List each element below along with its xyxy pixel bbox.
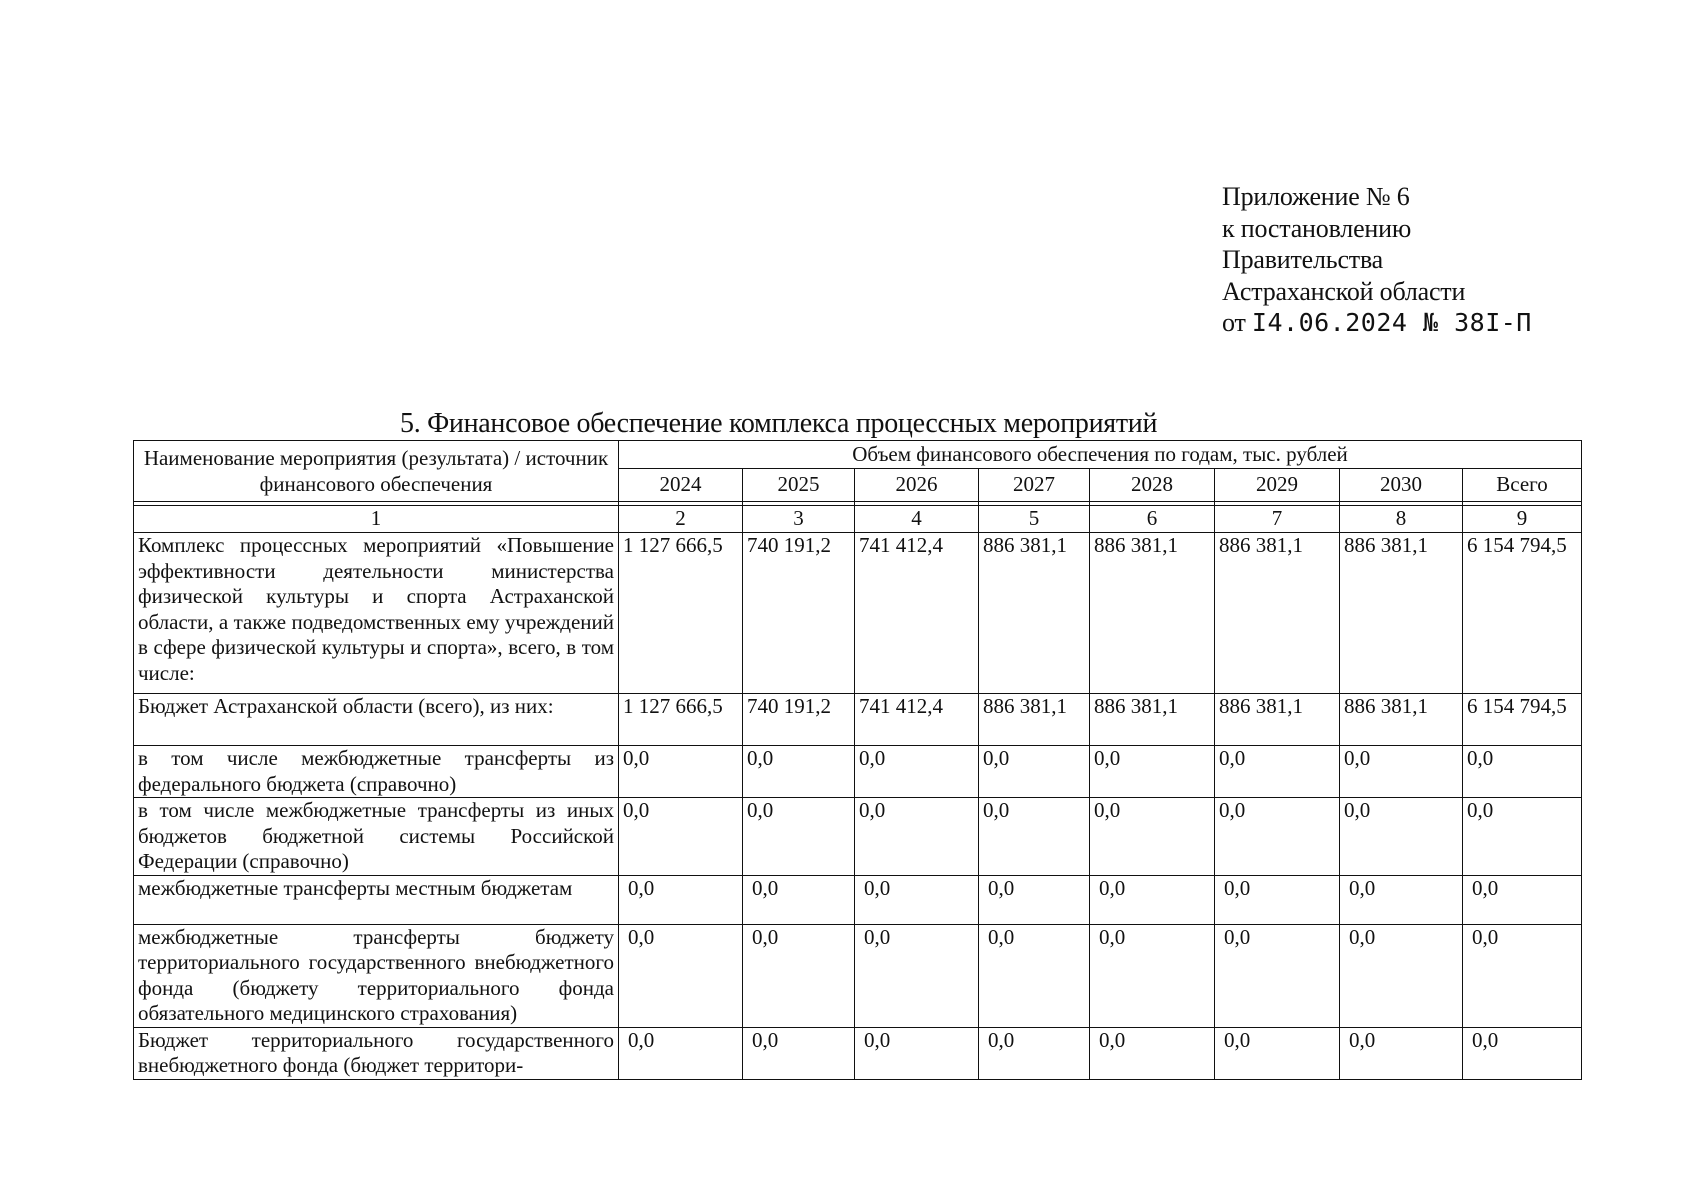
header-year: 2024	[619, 469, 743, 502]
value-cell: 1 127 666,5	[619, 533, 743, 694]
table-row	[134, 924, 1582, 1027]
value-cell: 0,0	[979, 924, 1090, 1027]
column-number: 5	[979, 506, 1090, 533]
value-cell: 0,0	[743, 924, 855, 1027]
value-cell: 1 127 666,5	[619, 694, 743, 746]
value-cell: 0,0	[1090, 1027, 1215, 1079]
row-name-cell: Бюджет территориального государственного внебюджетного фонда (бюджет территори-	[134, 1027, 619, 1079]
column-number: 8	[1340, 506, 1463, 533]
value-cell: 741 412,4	[855, 694, 979, 746]
header-year: 2025	[743, 469, 855, 502]
value-cell: 0,0	[1215, 746, 1340, 798]
value-cell: 0,0	[619, 924, 743, 1027]
row-name-cell: в том числе межбюджетные трансферты из федерального бюджета (справочно)	[134, 746, 619, 798]
value-cell: 0,0	[1463, 798, 1582, 876]
value-cell: 0,0	[1340, 798, 1463, 876]
row-name-cell: Бюджет Астраханской области (всего), из них:	[134, 694, 619, 746]
table-row	[134, 875, 1582, 924]
appendix-line-3: Правительства	[1222, 245, 1384, 274]
column-number-row	[134, 506, 1582, 533]
appendix-date-line	[1222, 307, 1532, 339]
value-cell: 741 412,4	[855, 533, 979, 694]
value-cell: 0,0	[1463, 875, 1582, 924]
value-cell: 0,0	[743, 1027, 855, 1079]
row-name-cell: межбюджетные трансферты бюджету территориального государственного внебюджетного фонда (бюджету территориального фонда обязательного медицинского страхования)	[134, 924, 619, 1027]
value-cell: 0,0	[1463, 1027, 1582, 1079]
value-cell: 0,0	[743, 746, 855, 798]
value-cell: 0,0	[1215, 924, 1340, 1027]
table-row	[134, 798, 1582, 876]
table-row	[134, 1027, 1582, 1079]
value-cell: 886 381,1	[1340, 533, 1463, 694]
row-name-cell: Комплекс процессных мероприятий «Повышение эффективности деятельности министерства физической культуры и спорта Астраханской области, а также подведомственных ему учреждений в сфере физической культуры и спорта», всего, в том числе:	[134, 533, 619, 694]
value-cell: 0,0	[1340, 875, 1463, 924]
appendix-line-2: к постановлению	[1222, 213, 1412, 243]
column-number: 1	[134, 506, 619, 533]
header-volume-cell: Объем финансового обеспечения по годам, тыс. рублей	[619, 441, 1582, 469]
column-number: 2	[619, 506, 743, 533]
value-cell: 0,0	[619, 1027, 743, 1079]
value-cell: 0,0	[1215, 875, 1340, 924]
value-cell: 0,0	[979, 1027, 1090, 1079]
appendix-line-1: Приложение № 6	[1222, 182, 1410, 211]
value-cell: 0,0	[855, 924, 979, 1027]
value-cell: 886 381,1	[1215, 694, 1340, 746]
value-cell: 0,0	[1090, 924, 1215, 1027]
value-cell: 0,0	[1340, 746, 1463, 798]
row-name-cell: в том числе межбюджетные трансферты из иных бюджетов бюджетной системы Российской Федерации (справочно)	[134, 798, 619, 876]
value-cell: 0,0	[1215, 1027, 1340, 1079]
value-cell: 0,0	[1090, 875, 1215, 924]
value-cell: 886 381,1	[1215, 533, 1340, 694]
header-total: Всего	[1463, 469, 1582, 502]
value-cell: 0,0	[855, 746, 979, 798]
value-cell: 6 154 794,5	[1463, 533, 1582, 694]
table-row	[134, 746, 1582, 798]
table-row	[134, 694, 1582, 746]
value-cell: 0,0	[743, 875, 855, 924]
value-cell: 6 154 794,5	[1463, 694, 1582, 746]
value-cell: 0,0	[619, 798, 743, 876]
header-year: 2028	[1090, 469, 1215, 502]
column-number: 7	[1215, 506, 1340, 533]
value-cell: 0,0	[1463, 746, 1582, 798]
value-cell: 0,0	[855, 875, 979, 924]
column-number: 9	[1463, 506, 1582, 533]
appendix-line-4: Астраханской области	[1222, 276, 1466, 306]
value-cell: 0,0	[1340, 924, 1463, 1027]
value-cell: 0,0	[979, 746, 1090, 798]
column-number: 4	[855, 506, 979, 533]
header-name-cell: Наименование мероприятия (результата) / источник финансового обеспечения	[134, 441, 619, 502]
column-number: 6	[1090, 506, 1215, 533]
value-cell: 0,0	[855, 798, 979, 876]
row-name-cell: межбюджетные трансферты местным бюджетам	[134, 875, 619, 924]
section-title: 5. Финансовое обеспечение комплекса процессных мероприятий	[400, 408, 1158, 439]
value-cell: 886 381,1	[979, 533, 1090, 694]
value-cell: 886 381,1	[979, 694, 1090, 746]
table-row	[134, 533, 1582, 694]
value-cell: 0,0	[1090, 746, 1215, 798]
value-cell: 0,0	[979, 798, 1090, 876]
value-cell: 0,0	[1215, 798, 1340, 876]
financing-table	[133, 440, 1582, 1080]
value-cell: 0,0	[1090, 798, 1215, 876]
value-cell: 886 381,1	[1090, 533, 1215, 694]
column-number: 3	[743, 506, 855, 533]
header-year: 2027	[979, 469, 1090, 502]
value-cell: 740 191,2	[743, 694, 855, 746]
value-cell: 740 191,2	[743, 533, 855, 694]
value-cell: 0,0	[855, 1027, 979, 1079]
value-cell: 886 381,1	[1090, 694, 1215, 746]
appendix-date-prefix: от	[1222, 308, 1252, 337]
value-cell: 0,0	[619, 875, 743, 924]
value-cell: 0,0	[1340, 1027, 1463, 1079]
value-cell: 0,0	[979, 875, 1090, 924]
value-cell: 0,0	[619, 746, 743, 798]
header-year: 2026	[855, 469, 979, 502]
appendix-block	[1222, 181, 1532, 339]
value-cell: 0,0	[743, 798, 855, 876]
header-year: 2030	[1340, 469, 1463, 502]
appendix-date-number: I4.06.2024 № 38I-П	[1251, 308, 1532, 337]
value-cell: 886 381,1	[1340, 694, 1463, 746]
value-cell: 0,0	[1463, 924, 1582, 1027]
table-body	[134, 533, 1582, 1080]
header-year: 2029	[1215, 469, 1340, 502]
